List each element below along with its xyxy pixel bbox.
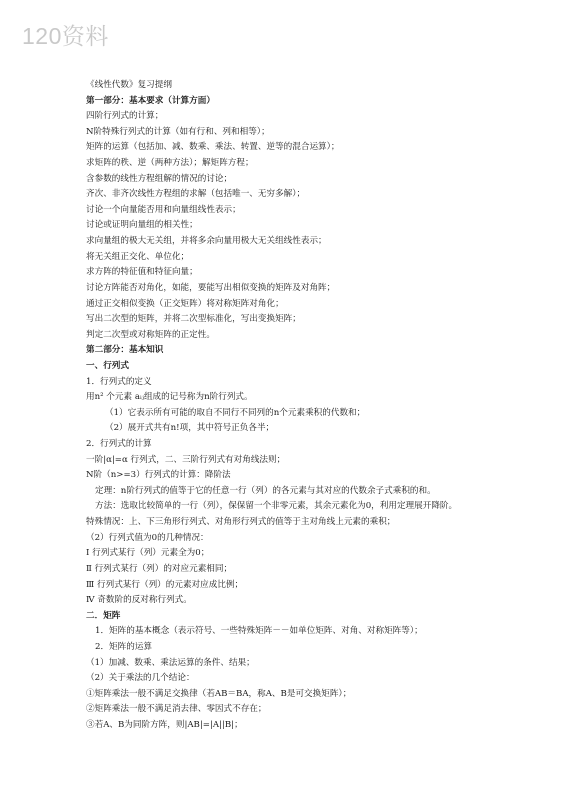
section-heading: 第二部分：基本知识 bbox=[86, 345, 164, 356]
document-body bbox=[86, 78, 506, 734]
text-line: 求矩阵的秩、逆（两种方法）；解矩阵方程； bbox=[86, 158, 254, 169]
section-heading: 二．矩阵 bbox=[86, 610, 121, 621]
text-line: N阶（n>=3）行列式的计算：降阶法 bbox=[86, 470, 231, 481]
text-line: （1）加减、数乘、乘法运算的条件、结果； bbox=[86, 657, 255, 668]
text-line: 将无关组正交化、单位化； bbox=[86, 251, 190, 262]
watermark-logo: 120资料 bbox=[22, 23, 109, 49]
text-line: 1．行列式的定义 bbox=[86, 376, 152, 387]
text-line: （2）展开式共有n!项，其中符号正负各半； bbox=[105, 423, 275, 434]
text-line: 判定二次型或对称矩阵的正定性。 bbox=[86, 329, 215, 340]
document-title: 《线性代数》复习提纲 bbox=[86, 80, 172, 90]
text-line: 含参数的线性方程组解的情况的讨论； bbox=[86, 173, 233, 184]
text-line: 矩阵的运算（包括加、减、数乘、乘法、转置、逆等的混合运算）； bbox=[86, 142, 340, 153]
text-line: 方法：选取比较简单的一行（列），保保留一个非零元素，其余元素化为0，利用定理展开降阶。 bbox=[95, 501, 458, 512]
text-line: Ⅱ 行列式某行（列）的对应元素相同； bbox=[86, 563, 233, 574]
text-line: N阶特殊行列式的计算（如有行和、列和相等）； bbox=[86, 126, 270, 137]
text-line: 定理：n阶行列式的值等于它的任意一行（列）的各元素与其对应的代数余子式乘积的和。 bbox=[95, 485, 436, 496]
text-line: Ⅰ 行列式某行（列）元素全为0； bbox=[86, 548, 210, 559]
text-line: 2．行列式的计算 bbox=[86, 439, 152, 450]
text-line: 一阶|α|=α 行列式，二、三阶行列式有对角线法则； bbox=[86, 454, 286, 465]
text-line: 四阶行列式的计算； bbox=[86, 111, 164, 122]
text-line: （2）行列式值为0的几种情况： bbox=[86, 532, 209, 543]
text-line: 用n² 个元素 aᵢⱼ组成的记号称为n阶行列式。 bbox=[86, 392, 253, 403]
text-line: 齐次、非齐次线性方程组的求解（包括唯一、无穷多解）； bbox=[86, 189, 306, 200]
section-heading: 第一部分：基本要求（计算方面） bbox=[86, 95, 215, 106]
text-line: 求方阵的特征值和特征向量； bbox=[86, 267, 198, 278]
text-line: Ⅳ 奇数阶的反对称行列式。 bbox=[86, 595, 192, 606]
text-line: 求向量组的极大无关组，并将多余向量用极大无关组线性表示； bbox=[86, 236, 327, 247]
text-line: 1．矩阵的基本概念（表示符号、一些特殊矩阵－－如单位矩阵、对角、对称矩阵等）； bbox=[95, 626, 423, 637]
text-line: 讨论方阵能否对角化，如能，要能写出相似变换的矩阵及对角阵； bbox=[86, 282, 336, 293]
text-line: （2）关于乘法的几个结论： bbox=[86, 673, 195, 684]
section-heading: 一、行列式 bbox=[86, 360, 129, 371]
text-line: （1）它表示所有可能的取自不同行不同列的n个元素乘积的代数和； bbox=[105, 407, 366, 418]
text-line: ②矩阵乘法一般不满足消去律、零因式不存在； bbox=[86, 704, 267, 715]
text-line: ①矩阵乘法一般不满足交换律（若AB＝BA，称A、B是可交换矩阵）； bbox=[86, 688, 352, 699]
text-line: 讨论一个向量能否用和向量组线性表示； bbox=[86, 204, 241, 215]
text-line: 2．矩阵的运算 bbox=[95, 641, 153, 652]
text-line: 写出二次型的矩阵，并将二次型标准化，写出变换矩阵； bbox=[86, 314, 301, 325]
text-line: 讨论或证明向量组的相关性； bbox=[86, 220, 198, 231]
text-line: 特殊情况：上、下三角形行列式、对角形行列式的值等于主对角线上元素的乘积； bbox=[86, 517, 396, 528]
text-line: ③若A、B为同阶方阵，则|AB|=|A||B|； bbox=[86, 720, 243, 731]
text-line: 通过正交相似变换（正交矩阵）将对称矩阵对角化； bbox=[86, 298, 284, 309]
text-line: Ⅲ 行列式某行（列）的元素对应成比例； bbox=[86, 579, 244, 590]
